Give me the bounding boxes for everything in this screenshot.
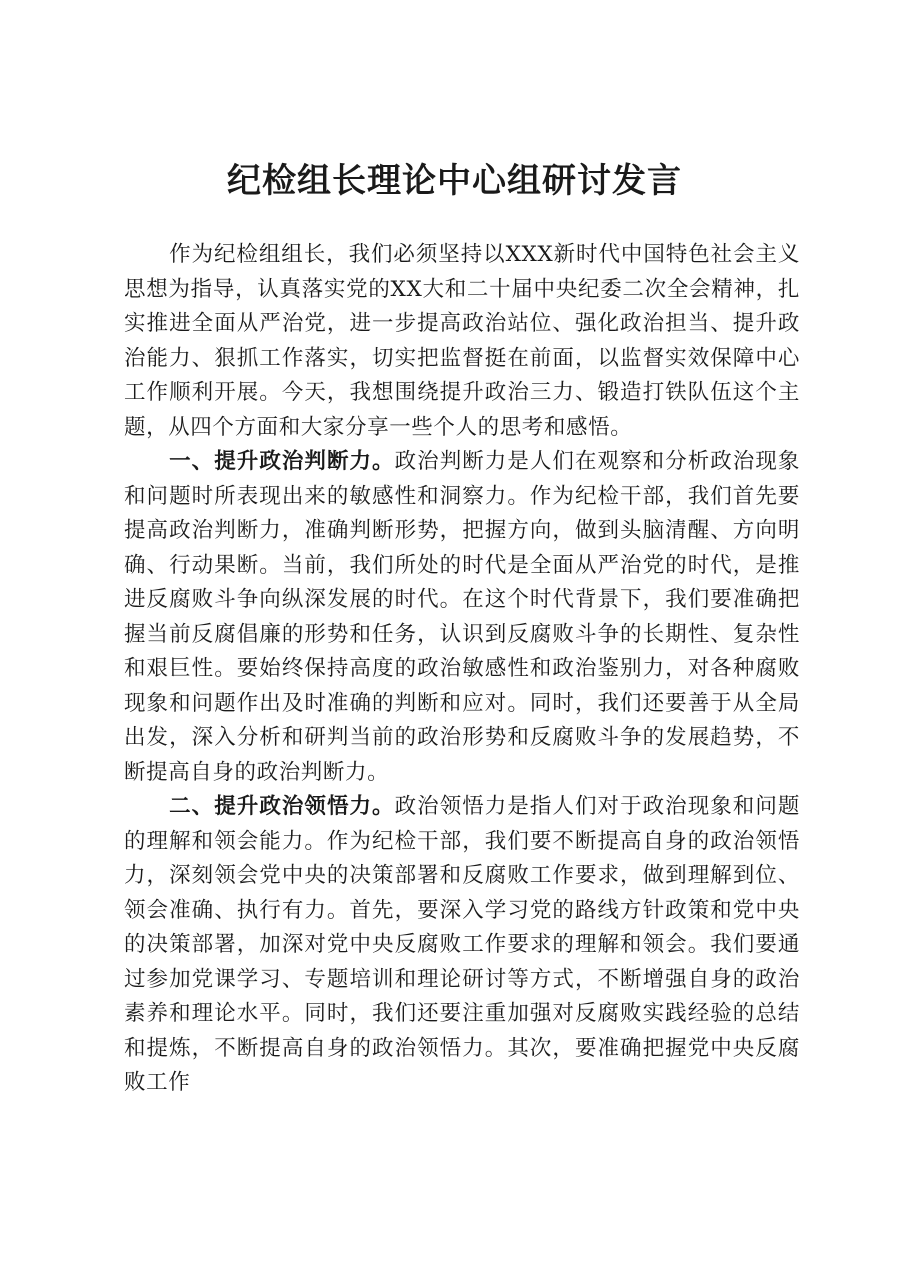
paragraph-political-judgment: [124, 445, 800, 790]
document-title: 纪检组长理论中心组研讨发言: [227, 161, 682, 201]
paragraph-text: 政治领悟力是指人们对于政治现象和问题的理解和领会能力。作为纪检干部，我们要不断提高自身的政治领悟力，深刻领会党中央的决策部署和反腐败工作要求，做到理解到位、领会准确、执行有力。首先，要深入学习党的路线方针政策和党中央的决策部署，加深对党中央反腐败工作要求的理解和领会。我们要通过参加党课学习、专题培训和理论研讨等方式，不断增强自身的政治素养和理论水平。同时，我们还要注重加强对反腐败实践经验的总结和提炼，不断提高自身的政治领悟力。其次，要准确把握党中央反腐败工作: [124, 794, 800, 1095]
section-heading-2: 二、提升政治领悟力。: [169, 794, 395, 819]
paragraph-text: 政治判断力是人们在观察和分析政治现象和问题时所表现出来的敏感性和洞察力。作为纪检干部，我们首先要提高政治判断力，准确判断形势，把握方向，做到头脑清醒、方向明确、行动果断。当前，我们所处的时代是全面从严治党的时代，是推进反腐败斗争向纵深发展的时代。在这个时代背景下，我们要准确把握当前反腐倡廉的形势和任务，认识到反腐败斗争的长期性、复杂性和艰巨性。要始终保持高度的政治敏感性和政治鉴别力，对各种腐败现象和问题作出及时准确的判断和应对。同时，我们还要善于从全局出发，深入分析和研判当前的政治形势和反腐败斗争的发展趋势，不断提高自身的政治判断力。: [124, 449, 800, 785]
document-body: [124, 238, 800, 1101]
section-heading-1: 一、提升政治判断力。: [169, 449, 395, 474]
paragraph-intro: [124, 238, 800, 445]
paragraph-political-comprehension: [124, 790, 800, 1101]
paragraph-text: 作为纪检组组长，我们必须坚持以XXX新时代中国特色社会主义思想为指导，认真落实党的XX大和二十届中央纪委二次全会精神，扎实推进全面从严治党，进一步提高政治站位、强化政治担当、提升政治能力、狠抓工作落实，切实把监督挺在前面，以监督实效保障中心工作顺利开展。今天，我想围绕提升政治三力、锻造打铁队伍这个主题，从四个方面和大家分享一些个人的思考和感悟。: [124, 242, 800, 440]
